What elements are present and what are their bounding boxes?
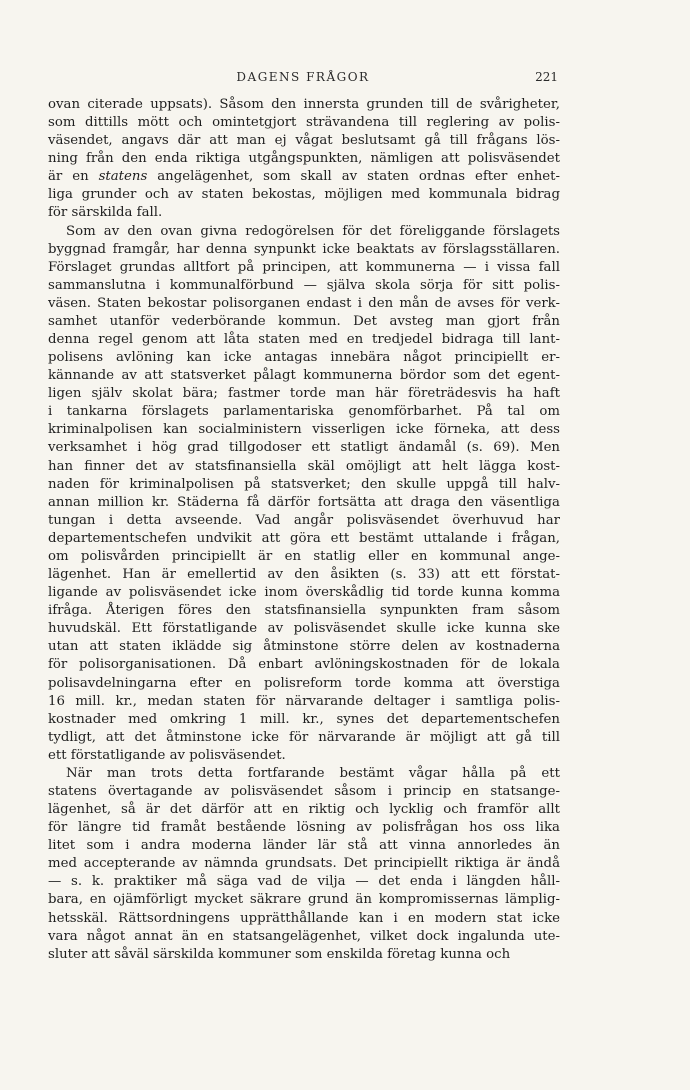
text-line: ifråga. Återigen föres den statsfinansiella synpunkten fram såsom — [48, 603, 560, 619]
text-line: han finner det av statsfinansiella skäl omöjligt att helt lägga kost- — [48, 458, 560, 474]
text-line: tydligt, att det åtminstone icke för närvarande är möjligt att gå till — [48, 729, 560, 745]
running-head: DAGENS FRÅGOR — [236, 70, 370, 84]
text-line: ligen själv skolat bära; fastmer torde man här företrädesvis ha haft — [48, 386, 560, 402]
text-line: tungan i detta avseende. Vad angår polisväsendet överhuvud har — [48, 512, 560, 528]
text-line: Förslaget grundas alltfort på principen, att kommunerna — i vissa fall — [48, 259, 560, 275]
text-line: vara något annat än en statsangelägenhet, vilket dock ingalunda ute- — [48, 928, 560, 944]
text-line: kostnader med omkring 1 mill. kr., synes det departementschefen — [48, 711, 560, 727]
text-line: väsen. Staten bekostar polisorganen endast i den mån de avses för verk- — [48, 295, 560, 311]
text-line: hetsskäl. Rättsordningens upprätthållande kan i en modern stat icke — [48, 910, 560, 926]
text-line: för särskilda fall. — [48, 205, 163, 221]
text-line: Som av den ovan givna redogörelsen för det föreliggande förslagets — [66, 223, 560, 239]
text-line: sluter att såväl särskilda kommuner som enskilda företag kunna och — [48, 946, 511, 962]
text-line: annan million kr. Städerna få därför fortsätta att draga den väsentliga — [48, 494, 560, 510]
text-line: med accepterande av nämnda grundsats. Det principiellt riktiga är ändå — [48, 856, 560, 872]
text-line: 16 mill. kr., medan staten för närvarande deltager i samtliga polis- — [48, 693, 560, 709]
text-line: naden för kriminalpolisen på statsverket; den skulle uppgå till halv- — [48, 476, 560, 492]
text-line: När man trots detta fortfarande bestämt vågar hålla på ett — [66, 765, 560, 781]
text-line: polisens avlöning kan icke antagas innebära något principiellt er- — [48, 350, 560, 366]
text-line: sammanslutna i kommunalförbund — själva skola sörja för sitt polis- — [48, 277, 560, 293]
text-line: huvudskäl. Ett förstatligande av polisväsendet skulle icke kunna ske — [48, 621, 560, 637]
text-line: om polisvården principiellt är en statlig eller en kommunal ange- — [48, 548, 560, 564]
page-number: 221 — [535, 70, 558, 84]
text-line: bara, en ojämförligt mycket säkrare grund än kompromissernas lämplig- — [48, 892, 560, 908]
body-text — [48, 96, 560, 964]
text-line: samhet utanför vederbörande kommun. Det avsteg man gjort från — [48, 313, 560, 329]
text-line: — s. k. praktiker må säga vad de vilja — det enda i längden håll- — [48, 874, 560, 890]
text-line: ovan citerade uppsats). Såsom den innersta grunden till de svårigheter, — [48, 97, 560, 112]
text-line: för polisorganisationen. Då enbart avlöningskostnaden för de lokala — [48, 657, 560, 673]
text-line: ning från den enda riktiga utgångspunkten, nämligen att polisväsendet — [48, 151, 560, 167]
text-line: utan att staten ikläddе sig åtminstone större delen av kostnaderna — [48, 639, 560, 655]
text-line: liga grunder och av staten bekostas, möjligen med kommunala bidrag — [48, 187, 560, 203]
text-line: i tankarna förslagets parlamentariska genomförbarhet. På tal om — [48, 404, 560, 420]
text-line: som dittills mött och omintetgjort strävandena till reglering av polis- — [48, 115, 560, 131]
text-line: verksamhet i hög grad tillgodoser ett statligt ändamål (s. 69). Men — [48, 440, 560, 456]
text-line: byggnad framgår, har denna synpunkt icke beaktats av förslagsställaren. — [48, 241, 560, 257]
text-line: ligande av polisväsendet icke inom överskådlig tid torde kunna komma — [48, 585, 560, 601]
text-line: statens övertagande av polisväsendet såsom i princip en statsange- — [48, 783, 560, 799]
text-line: är en statens angelägenhet, som skall av staten ordnas efter enhet- — [48, 169, 560, 185]
page-header — [48, 70, 558, 86]
text-line: lägenhet. Han är emellertid av den åsikten (s. 33) att ett förstat- — [48, 567, 560, 583]
text-line: denna regel genom att låta staten med en tredjedel bidraga till lant- — [48, 332, 560, 348]
text-line: kriminalpolisen kan socialministern visserligen icke förneka, att dess — [48, 422, 560, 438]
text-line: väsendet, angavs där att man ej vågat beslutsamt gå till frågans lös- — [48, 133, 560, 149]
text-line: departementschefen undvikit att göra ett bestämt uttalande i frågan, — [48, 530, 560, 546]
text-line: kännande av att statsverket pålagt kommunerna bördor som det egent- — [48, 368, 560, 384]
text-line: lägenhet, så är det därför att en riktig och lycklig och framför allt — [48, 802, 560, 818]
text-line: ett förstatligande av polisväsendet. — [48, 747, 286, 763]
text-line: polisavdelningarna efter en polisreform torde komma att överstiga — [48, 675, 560, 691]
text-line: för längre tid framåt bestående lösning av polisfrågan hos oss lika — [48, 820, 560, 836]
text-line: litet som i andra moderna länder lär stå att vinna annorledes än — [48, 838, 560, 854]
